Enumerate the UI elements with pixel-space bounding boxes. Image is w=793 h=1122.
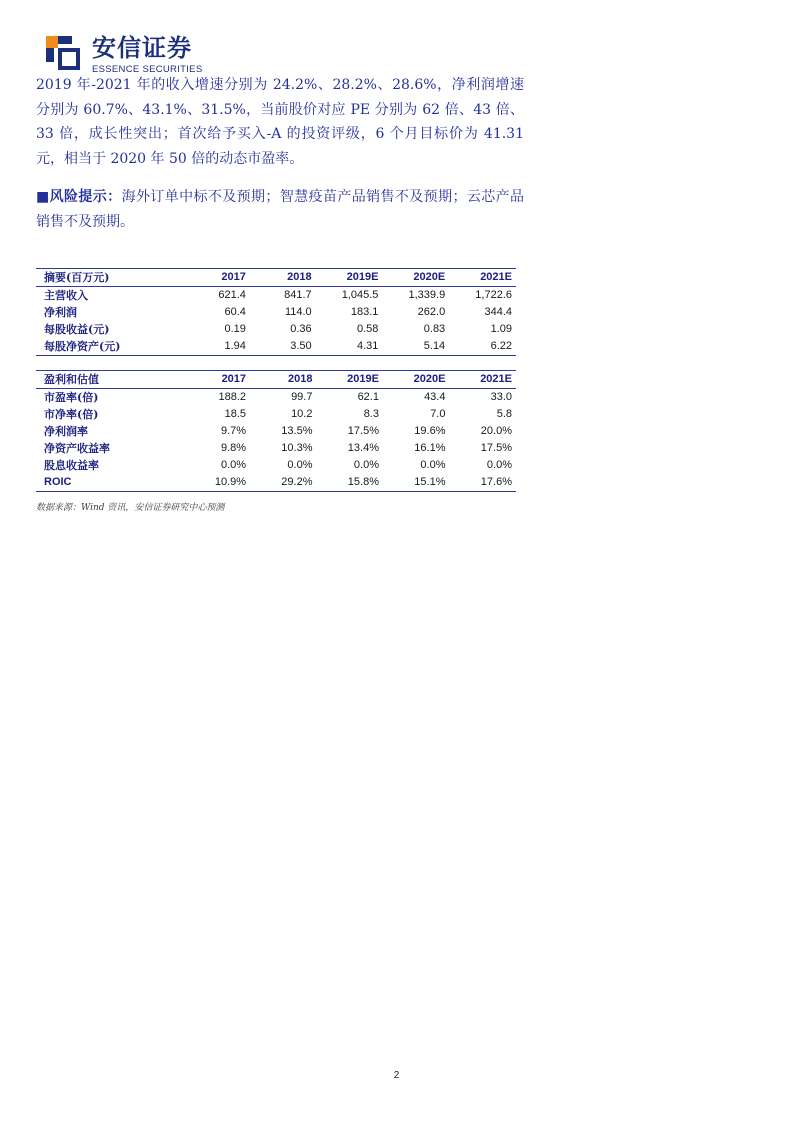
page-number: 2 bbox=[393, 1070, 400, 1081]
row-label: 净利润 bbox=[44, 306, 77, 319]
table-row bbox=[36, 304, 516, 321]
row-label: 净利润率 bbox=[44, 425, 88, 438]
table-cell: 16.1% bbox=[414, 442, 446, 454]
row-label: 每股收益(元) bbox=[44, 323, 110, 336]
table-cell: 0.0% bbox=[353, 459, 379, 471]
table-cell: 20.0% bbox=[480, 425, 512, 437]
header-cell: 2019E bbox=[316, 269, 383, 287]
table-row bbox=[36, 440, 516, 457]
table-cell: 0.0% bbox=[486, 459, 512, 471]
row-label: 市净率(倍) bbox=[44, 408, 99, 421]
table-row bbox=[36, 474, 516, 492]
summary-table bbox=[36, 268, 516, 356]
table-cell: 344.4 bbox=[484, 306, 512, 318]
table-cell: 7.0 bbox=[430, 408, 446, 420]
valuation-table-header bbox=[36, 371, 516, 389]
table-cell: 1,722.6 bbox=[475, 289, 512, 301]
table-cell: 17.5% bbox=[480, 442, 512, 454]
table-cell: 3.50 bbox=[250, 338, 316, 356]
table-cell: 10.3% bbox=[281, 442, 313, 454]
header-cell: 2018 bbox=[250, 371, 316, 389]
risk-text: 海外订单中标不及预期；智慧疫苗产品销售不及预期；云芯产品销售不及预期。 bbox=[36, 189, 525, 230]
table-row bbox=[36, 287, 516, 305]
table-cell: 60.4 bbox=[224, 306, 246, 318]
table-cell: 19.6% bbox=[414, 425, 446, 437]
table-cell: 262.0 bbox=[417, 306, 446, 318]
table-cell: 0.19 bbox=[224, 323, 246, 335]
summary-table-header bbox=[36, 269, 516, 287]
row-label: 股息收益率 bbox=[44, 459, 99, 472]
table-cell: 18.5 bbox=[224, 408, 247, 420]
table-cell: 8.3 bbox=[363, 408, 379, 420]
table-cell: 1,339.9 bbox=[408, 289, 446, 301]
valuation-text: 2019 年-2021 年的收入增速分别为 24.2%、28.2%、28.6%，净利润增速分别为 60.7%、43.1%、31.5%，当前股价对应 PE 分别为 62 倍、43 倍、33 倍，成长性突出；首次给予买入-A 的投资评级，6 个月目标价为 41.31 元，相当于 2020 年 50 倍的动态市盈率。 bbox=[36, 77, 524, 167]
row-label: 净资产收益率 bbox=[44, 442, 110, 455]
table-cell: 13.5% bbox=[281, 425, 313, 437]
company-logo bbox=[44, 34, 224, 78]
valuation-table bbox=[36, 370, 516, 492]
table-cell: 0.58 bbox=[357, 323, 379, 335]
data-source-note: 数据来源：Wind 资讯，安信证券研究中心预测 bbox=[36, 503, 225, 513]
table-cell: 188.2 bbox=[218, 391, 247, 403]
table-cell: 15.8% bbox=[316, 474, 383, 492]
table-cell: 0.0% bbox=[420, 459, 446, 471]
risk-paragraph bbox=[36, 185, 524, 234]
table-cell: 1,045.5 bbox=[341, 289, 379, 301]
header-cell: 2017 bbox=[184, 269, 250, 287]
table-cell: 13.4% bbox=[347, 442, 379, 454]
table-cell: 43.4 bbox=[424, 391, 446, 403]
row-label: ROIC bbox=[36, 474, 184, 492]
table-cell: 33.0 bbox=[490, 391, 512, 403]
table-cell: 0.83 bbox=[423, 323, 446, 335]
risk-label: ■风险提示： bbox=[36, 189, 122, 205]
table-cell: 4.31 bbox=[316, 338, 383, 356]
table-cell: 1.94 bbox=[184, 338, 250, 356]
table-cell: 0.0% bbox=[287, 459, 313, 471]
table-cell: 5.14 bbox=[382, 338, 449, 356]
table-cell: 17.5% bbox=[347, 425, 379, 437]
table-cell: 0.0% bbox=[220, 459, 247, 471]
row-label: 主营收入 bbox=[44, 289, 88, 302]
table-cell: 17.6% bbox=[449, 474, 516, 492]
table-row bbox=[36, 389, 516, 407]
table-cell: 10.9% bbox=[184, 474, 250, 492]
header-cell: 2019E bbox=[316, 371, 383, 389]
table-cell: 114.0 bbox=[284, 306, 312, 318]
header-cell: 盈利和估值 bbox=[36, 371, 184, 389]
table-row bbox=[36, 406, 516, 423]
table-row bbox=[36, 423, 516, 440]
row-label: 每股净资产(元) bbox=[36, 338, 184, 356]
header-cell: 摘要(百万元) bbox=[36, 269, 184, 287]
table-cell: 99.7 bbox=[291, 391, 313, 403]
table-cell: 0.36 bbox=[290, 323, 312, 335]
header-cell: 2020E bbox=[383, 371, 450, 389]
table-cell: 29.2% bbox=[250, 474, 316, 492]
logo-english-name: ESSENCE SECURITIES bbox=[92, 64, 203, 75]
table-row bbox=[36, 321, 516, 338]
table-cell: 62.1 bbox=[357, 391, 379, 403]
table-cell: 183.1 bbox=[350, 306, 379, 318]
table-row bbox=[36, 457, 516, 474]
essence-logo-icon bbox=[44, 34, 82, 72]
valuation-paragraph bbox=[36, 73, 524, 171]
header-cell: 2020E bbox=[382, 269, 449, 287]
table-cell: 5.8 bbox=[496, 408, 512, 420]
header-cell: 2021E bbox=[449, 371, 516, 389]
table-cell: 9.7% bbox=[220, 425, 247, 437]
table-cell: 841.7 bbox=[284, 289, 312, 301]
table-cell: 10.2 bbox=[291, 408, 313, 420]
header-cell: 2021E bbox=[449, 269, 516, 287]
row-label: 市盈率(倍) bbox=[44, 391, 99, 404]
header-cell: 2018 bbox=[250, 269, 316, 287]
table-cell: 9.8% bbox=[220, 442, 247, 454]
table-cell: 621.4 bbox=[218, 289, 246, 301]
table-cell: 6.22 bbox=[449, 338, 516, 356]
table-cell: 15.1% bbox=[383, 474, 450, 492]
table-row bbox=[36, 338, 516, 356]
header-cell: 2017 bbox=[184, 371, 250, 389]
table-cell: 1.09 bbox=[490, 323, 512, 335]
logo-chinese-name: 安信证券 bbox=[92, 34, 192, 62]
